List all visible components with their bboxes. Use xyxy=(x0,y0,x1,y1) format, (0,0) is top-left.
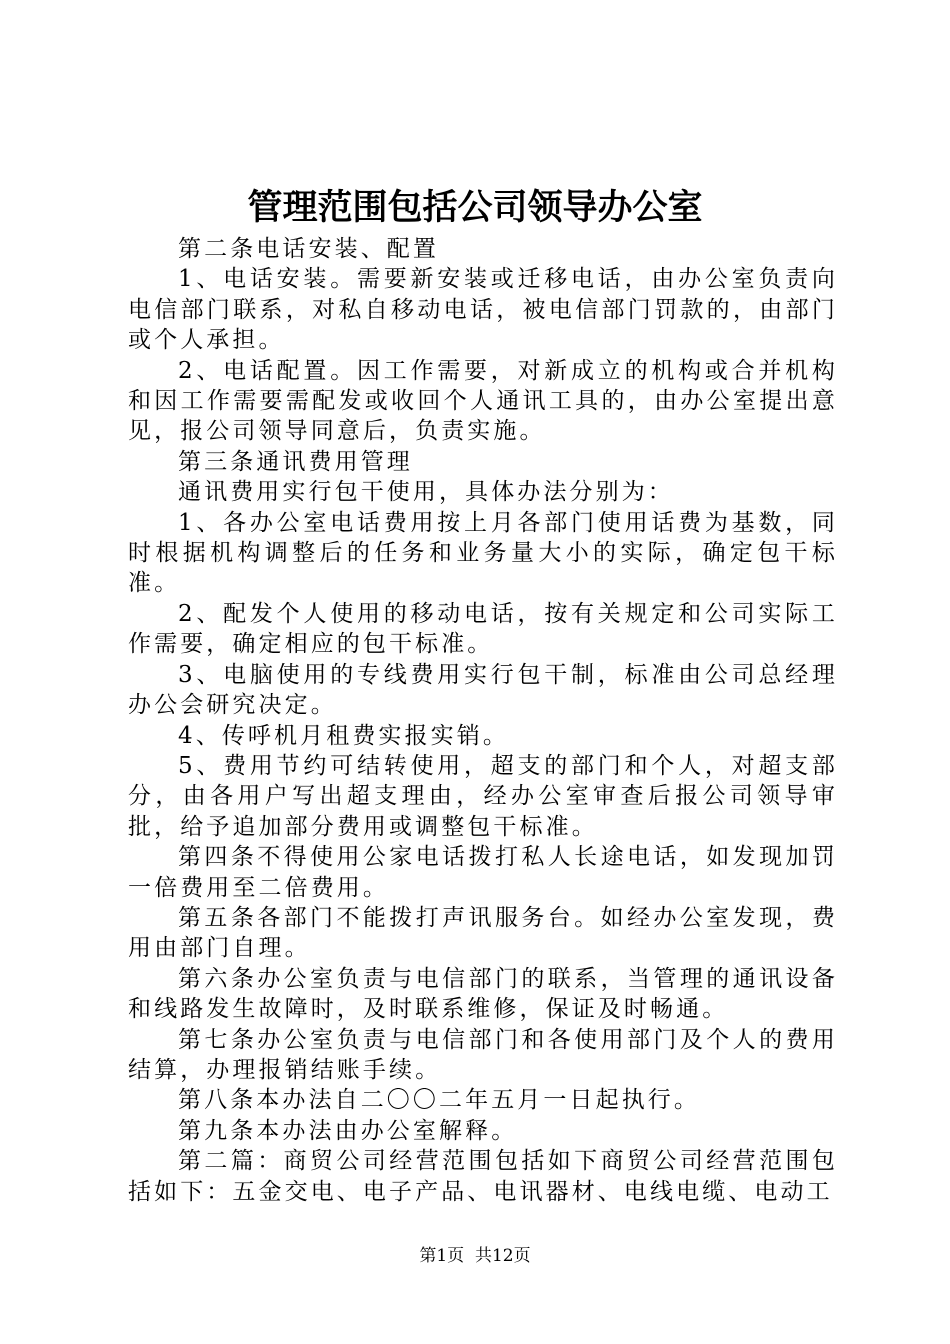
page-footer xyxy=(0,1244,950,1268)
paragraph: 2、电话配置。因工作需要，对新成立的机构或合并机构和因工作需要需配发或收回个人通讯工具的，由办公室提出意见，报公司领导同意后，负责实施。 xyxy=(128,357,838,445)
paragraph: 第六条办公室负责与电信部门的联系，当管理的通讯设备和线路发生故障时，及时联系维修，保证及时畅通。 xyxy=(128,965,838,1023)
paragraph: 通讯费用实行包干使用，具体办法分别为： xyxy=(178,479,674,506)
paragraph: 3、电脑使用的专线费用实行包干制，标准由公司总经理办公会研究决定。 xyxy=(128,661,838,719)
paragraph: 5、费用节约可结转使用，超支的部门和个人，对超支部分，由各用户写出超支理由，经办公室审查后报公司领导审批，给予追加部分费用或调整包干标准。 xyxy=(128,752,838,840)
paragraph: 2、配发个人使用的移动电话，按有关规定和公司实际工作需要，确定相应的包干标准。 xyxy=(128,600,838,658)
page-number: 第1页 共12页 xyxy=(419,1246,531,1266)
document-body xyxy=(128,234,838,1207)
paragraph: 第九条本办法由办公室解释。 xyxy=(178,1117,518,1144)
paragraph: 第八条本办法自二〇〇二年五月一日起执行。 xyxy=(178,1087,700,1114)
paragraph: 第四条不得使用公家电话拨打私人长途电话，如发现加罚一倍费用至二倍费用。 xyxy=(128,844,838,901)
paragraph: 第七条办公室负责与电信部门和各使用部门及个人的费用结算，办理报销结账手续。 xyxy=(128,1026,838,1083)
paragraph: 1、电话安装。需要新安装或迁移电话，由办公室负责向电信部门联系，对私自移动电话，被电信部门罚款的，由部门或个人承担。 xyxy=(128,266,838,354)
paragraph: 1、各办公室电话费用按上月各部门使用话费为基数，同时根据机构调整后的任务和业务量大小的实际，确定包干标准。 xyxy=(128,509,838,597)
paragraph: 4、传呼机月租费实报实销。 xyxy=(178,722,509,749)
document-title: 管理范围包括公司领导办公室 xyxy=(247,187,703,228)
paragraph: 第五条各部门不能拨打声讯服务台。如经办公室发现，费用由部门自理。 xyxy=(128,904,838,962)
paragraph: 第二篇：商贸公司经营范围包括如下商贸公司经营范围包括如下：五金交电、电子产品、电讯器材、电线电缆、电动工 xyxy=(128,1148,838,1205)
paragraph: 第二条电话安装、配置 xyxy=(178,236,439,262)
paragraph: 第三条通讯费用管理 xyxy=(178,448,413,475)
